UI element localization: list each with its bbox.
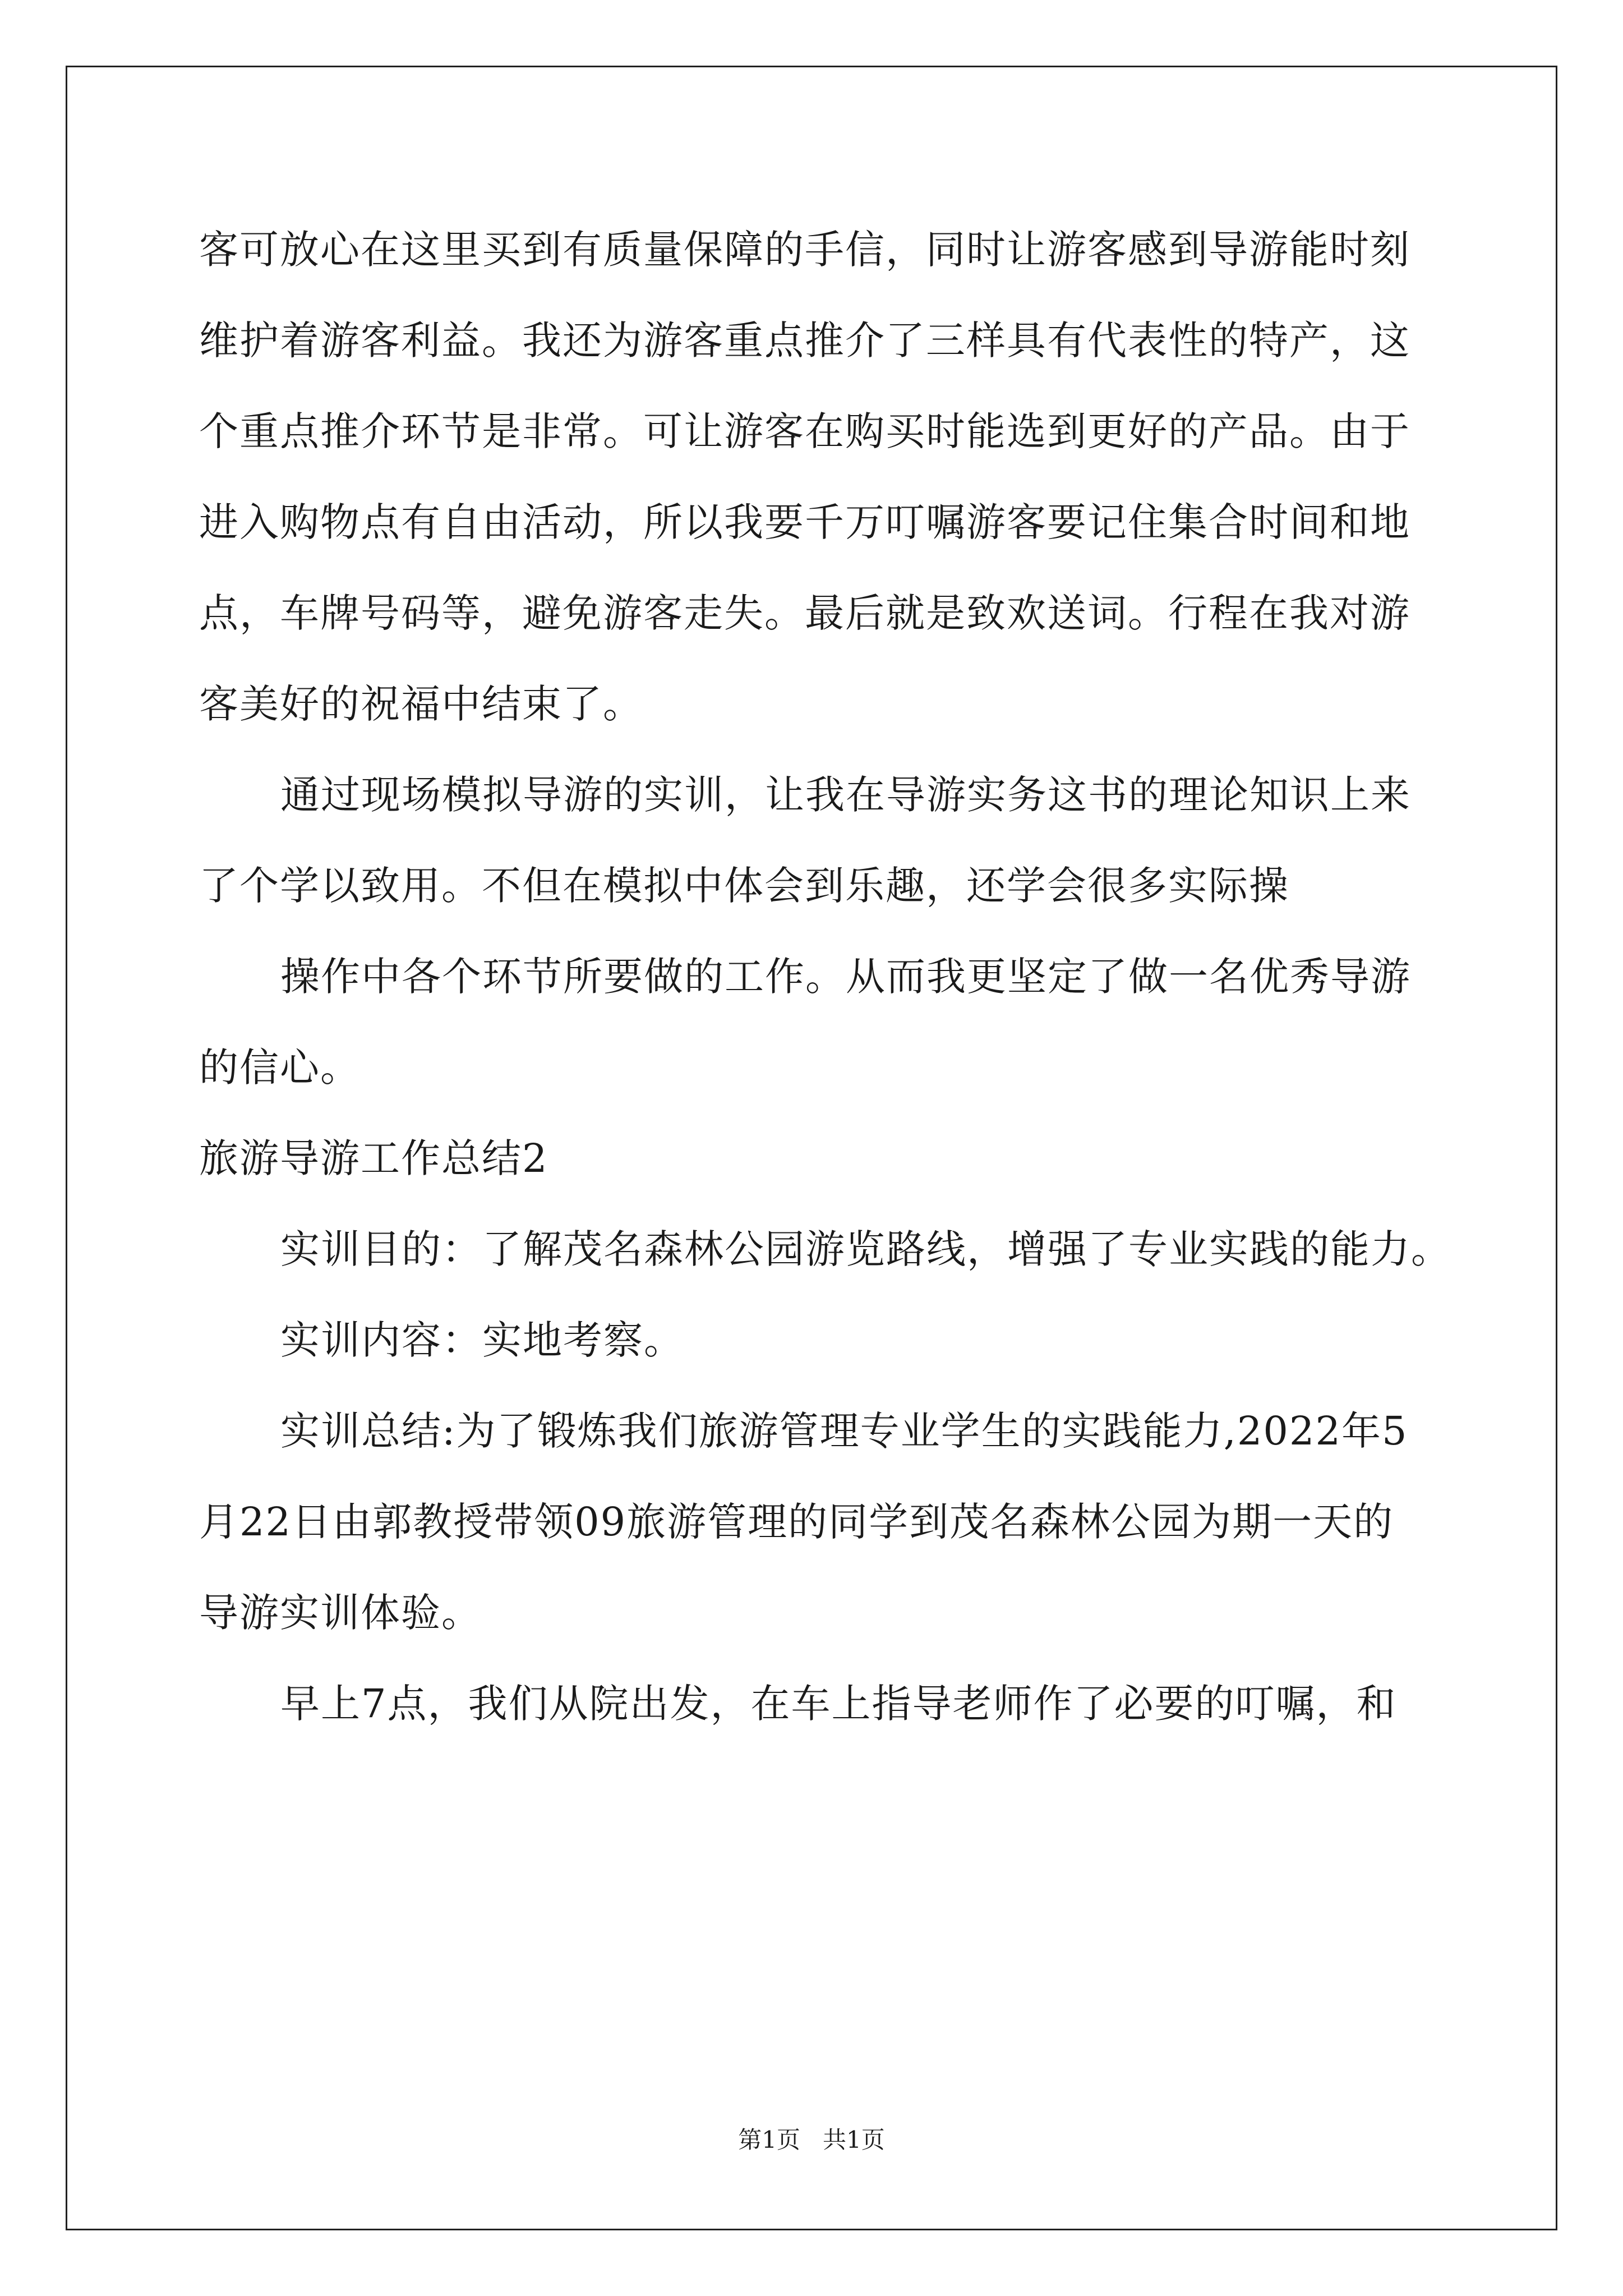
- body-line-4: 进入购物点有自由活动，所以我要千万叮嘱游客要记住集合时间和地: [199, 499, 1410, 545]
- body-line-2: 维护着游客利益。我还为游客重点推介了三样具有代表性的特产，这: [199, 318, 1410, 364]
- body-line-7: 通过现场模拟导游的实训，让我在导游实务这书的理论知识上来: [280, 772, 1411, 818]
- body-line-1: 客可放心在这里买到有质量保障的手信，同时让游客感到导游能时刻: [199, 227, 1410, 273]
- section-heading: 旅游导游工作总结2: [199, 1135, 548, 1181]
- page-footer: [0, 2126, 1623, 2154]
- page-total: 共1页: [823, 2126, 885, 2154]
- body-line-3: 个重点推介环节是非常。可让游客在购买时能选到更好的产品。由于: [199, 408, 1410, 454]
- page-number: 第1页: [738, 2126, 800, 2154]
- body-line-17: 早上7点，我们从院出发，在车上指导老师作了必要的叮嘱，和: [280, 1681, 1397, 1727]
- body-line-5: 点，车牌号码等，避免游客走失。最后就是致欢送词。行程在我对游: [199, 590, 1410, 636]
- body-line-9: 操作中各个环节所要做的工作。从而我更坚定了做一名优秀导游: [280, 954, 1411, 1000]
- body-line-13: 实训内容：实地考察。: [280, 1317, 684, 1363]
- body-line-16: 导游实训体验。: [199, 1590, 482, 1636]
- body-line-14: 实训总结:为了锻炼我们旅游管理专业学生的实践能力,2022年5: [280, 1408, 1408, 1454]
- body-line-12: 实训目的：了解茂名森林公园游览路线，增强了专业实践的能力。: [280, 1226, 1451, 1272]
- body-line-10: 的信心。: [199, 1045, 361, 1091]
- body-line-15: 月22日由郭教授带领09旅游管理的同学到茂名森林公园为期一天的: [199, 1499, 1394, 1545]
- body-line-8: 了个学以致用。不但在模拟中体会到乐趣，还学会很多实际操: [199, 863, 1289, 909]
- body-line-6: 客美好的祝福中结束了。: [199, 681, 643, 727]
